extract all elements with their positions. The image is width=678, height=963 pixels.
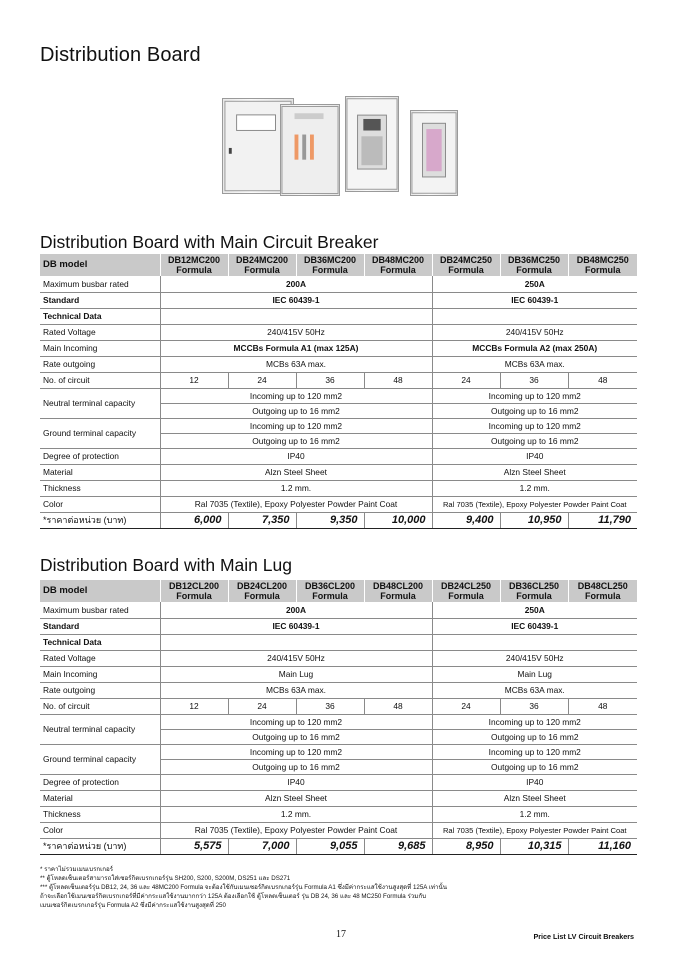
header-model: DB12CL200 Formula: [160, 580, 228, 602]
row-price: *ราคาต่อหน่วย (บาท) 6,000 7,350 9,350 10,000 9,400 10,950 11,790: [40, 512, 637, 528]
row-no-of-circuit: No. of circuit 12 24 36 48 24 36 48: [40, 372, 637, 388]
header-model: DB24MC200 Formula: [228, 254, 296, 276]
header-model: DB48CL250 Formula: [568, 580, 637, 602]
header-model: DB24MC250 Formula: [432, 254, 500, 276]
row-ground-terminal-out: Outgoing up to 16 mm2 Outgoing up to 16 mm2: [40, 433, 637, 448]
footnote: เมนเซอร์กิตเบรกเกอร์รุ่น Formula A2 ซึ่งมีค่ากระแสใช้งานสูงสุดที่ 250: [40, 902, 226, 909]
page-title: Distribution Board: [40, 44, 201, 66]
row-thickness: Thickness 1.2 mm. 1.2 mm.: [40, 480, 637, 496]
row-ground-terminal-out: Outgoing up to 16 mm2 Outgoing up to 16 mm2: [40, 759, 637, 774]
header-model: DB24CL200 Formula: [228, 580, 296, 602]
footnote: *** ตู้โหลดเซ็นเตอร์รุ่น DB12, 24, 36 และ 48MC200 Formula จะต้องใช้กับเมนเซอร์กิตเบรกเกอร์รุ่น Formula A1 ซึ่งมีค่ากระแสใช้งานสูงสุดที่ 125A เท่านั้น: [40, 884, 447, 891]
row-ground-terminal: Ground terminal capacity Incoming up to 120 mm2 Incoming up to 120 mm2: [40, 744, 637, 759]
header-model: DB48MC200 Formula: [364, 254, 432, 276]
row-busbar: Maximum busbar rated 200A 250A: [40, 276, 637, 292]
footnote: ** ตู้โหลดเซ็นเตอร์สามารถใส่เซอร์กิตเบรกเกอร์รุ่น SH200, S200, S200M, DS251 และ DS271: [40, 875, 291, 882]
spec-table-main-lug: [40, 580, 637, 855]
row-standard: Standard IEC 60439-1 IEC 60439-1: [40, 292, 637, 308]
row-rated-voltage: Rated Voltage 240/415V 50Hz 240/415V 50Hz: [40, 650, 637, 666]
row-color: Color Ral 7035 (Textile), Epoxy Polyester Powder Paint Coat Ral 7035 (Textile), Epoxy Polyester Powder Paint Coat: [40, 822, 637, 838]
row-neutral-terminal-out: Outgoing up to 16 mm2 Outgoing up to 16 mm2: [40, 729, 637, 744]
section-title-main-circuit-breaker: Distribution Board with Main Circuit Breaker: [40, 232, 379, 252]
footnotes: [40, 865, 640, 910]
section-title-main-lug: Distribution Board with Main Lug: [40, 555, 292, 575]
header-model: DB36MC200 Formula: [296, 254, 364, 276]
row-thickness: Thickness 1.2 mm. 1.2 mm.: [40, 806, 637, 822]
header-model: DB48CL200 Formula: [364, 580, 432, 602]
row-price: *ราคาต่อหน่วย (บาท) 5,575 7,000 9,055 9,685 8,950 10,315 11,160: [40, 838, 637, 854]
header-model: DB36CL250 Formula: [500, 580, 568, 602]
row-ground-terminal: Ground terminal capacity Incoming up to 120 mm2 Incoming up to 120 mm2: [40, 418, 637, 433]
table-header: [40, 580, 637, 602]
row-rate-outgoing: Rate outgoing MCBs 63A max. MCBs 63A max.: [40, 682, 637, 698]
footer-title: Price List LV Circuit Breakers: [533, 932, 634, 941]
product-photo-interior-lug: [410, 110, 458, 196]
row-rate-outgoing: Rate outgoing MCBs 63A max. MCBs 63A max.: [40, 356, 637, 372]
table-header: [40, 254, 637, 276]
product-photo-open-door: [280, 104, 340, 196]
row-material: Material Alzn Steel Sheet Alzn Steel Sheet: [40, 790, 637, 806]
header-model: DB12MC200 Formula: [160, 254, 228, 276]
spec-table-main-circuit-breaker: [40, 254, 637, 529]
row-main-incoming: Main Incoming Main Lug Main Lug: [40, 666, 637, 682]
row-main-incoming: Main Incoming MCCBs Formula A1 (max 125A) MCCBs Formula A2 (max 250A): [40, 340, 637, 356]
header-model: DB24CL250 Formula: [432, 580, 500, 602]
row-degree-protection: Degree of protection IP40 IP40: [40, 448, 637, 464]
row-rated-voltage: Rated Voltage 240/415V 50Hz 240/415V 50Hz: [40, 324, 637, 340]
row-neutral-terminal: Neutral terminal capacity Incoming up to 120 mm2 Incoming up to 120 mm2: [40, 714, 637, 729]
product-photo-interior-mc: [345, 96, 399, 192]
row-material: Material Alzn Steel Sheet Alzn Steel Sheet: [40, 464, 637, 480]
row-neutral-terminal-out: Outgoing up to 16 mm2 Outgoing up to 16 mm2: [40, 403, 637, 418]
row-degree-protection: Degree of protection IP40 IP40: [40, 774, 637, 790]
row-neutral-terminal: Neutral terminal capacity Incoming up to 120 mm2 Incoming up to 120 mm2: [40, 388, 637, 403]
row-technical-data: Technical Data: [40, 308, 637, 324]
header-db-model: DB model: [40, 580, 160, 602]
header-db-model: DB model: [40, 254, 160, 276]
footnote: ถ้าจะเลือกใช้เมนเซอร์กิตเบรกเกอร์ที่มีค่ากระแสใช้งานมากกว่า 125A ต้องเลือกใช้ ตู้โหลดเซ็นเตอร์ รุ่น DB 24, 36 และ 48 MC250 Formula ร่วมกับ: [40, 893, 427, 900]
row-no-of-circuit: No. of circuit 12 24 36 48 24 36 48: [40, 698, 637, 714]
row-standard: Standard IEC 60439-1 IEC 60439-1: [40, 618, 637, 634]
header-model: DB36MC250 Formula: [500, 254, 568, 276]
row-technical-data: Technical Data: [40, 634, 637, 650]
row-busbar: Maximum busbar rated 200A 250A: [40, 602, 637, 618]
header-model: DB48MC250 Formula: [568, 254, 637, 276]
page-number: 17: [336, 929, 346, 940]
header-model: DB36CL200 Formula: [296, 580, 364, 602]
footnote: * ราคาไม่รวมเมนเบรกเกอร์: [40, 866, 114, 873]
row-color: Color Ral 7035 (Textile), Epoxy Polyester Powder Paint Coat Ral 7035 (Textile), Epoxy Polyester Powder Paint Coat: [40, 496, 637, 512]
